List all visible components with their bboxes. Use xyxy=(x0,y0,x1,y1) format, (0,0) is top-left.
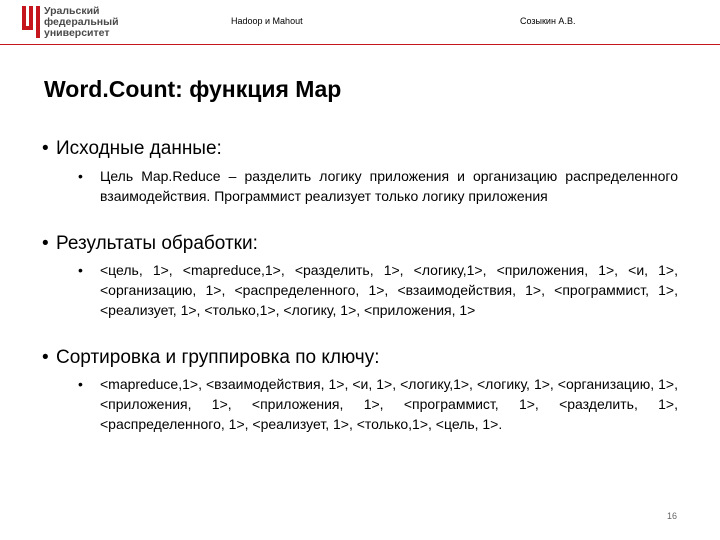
section-heading-sorting xyxy=(42,347,379,369)
bullet-marker: • xyxy=(42,347,49,368)
logo-line-2: федеральный xyxy=(44,16,119,28)
bullet-marker: • xyxy=(42,233,49,254)
section-body-results xyxy=(78,260,678,320)
slide-title: Word.Count: функция Map xyxy=(44,76,342,102)
logo-line-1: Уральский xyxy=(44,5,100,17)
section-heading-text: Результаты обработки: xyxy=(56,233,258,254)
section-body-text: <цель, 1>, <mapreduce,1>, <разделить, 1>, <логику,1>, <приложения, 1>, <и, 1>, <организацию, 1>, <распределенного, 1>, <взаимодействия, 1>, <программист, 1>, <реализует, 1>, <только,1>, <логику, 1>, <приложения, 1> xyxy=(100,262,678,318)
section-body-text: Цель Map.Reduce – разделить логику приложения и организацию распределенного взаимодействия. Программист реализует только логику приложения xyxy=(100,168,678,204)
bullet-marker: • xyxy=(42,138,49,159)
header-divider xyxy=(0,44,720,45)
sub-bullet-marker: • xyxy=(78,262,83,278)
logo-line-3: университет xyxy=(44,27,110,39)
logo-text xyxy=(44,6,119,39)
urfu-logo-icon xyxy=(22,6,40,38)
section-heading-input-data xyxy=(42,138,222,160)
page-number: 16 xyxy=(667,511,678,521)
header-topic: Hadoop и Mahout xyxy=(231,16,303,26)
sub-bullet-marker: • xyxy=(78,168,83,184)
section-heading-text: Сортировка и группировка по ключу: xyxy=(56,347,380,368)
section-heading-text: Исходные данные: xyxy=(56,138,222,159)
section-heading-results xyxy=(42,233,258,255)
section-body-text: <mapreduce,1>, <взаимодействия, 1>, <и, 1>, <логику,1>, <логику, 1>, <организацию, 1>, <приложения, 1>, <приложения, 1>, <программист, 1>, <разделить, 1>, <распределенного, 1>, <реализует, 1>, <только,1>, <цель, 1>. xyxy=(100,376,678,432)
header-author: Созыкин А.В. xyxy=(520,16,576,26)
section-body-sorting xyxy=(78,374,678,434)
sub-bullet-marker: • xyxy=(78,376,83,392)
university-logo xyxy=(22,6,119,39)
section-body-input-data xyxy=(78,166,678,206)
